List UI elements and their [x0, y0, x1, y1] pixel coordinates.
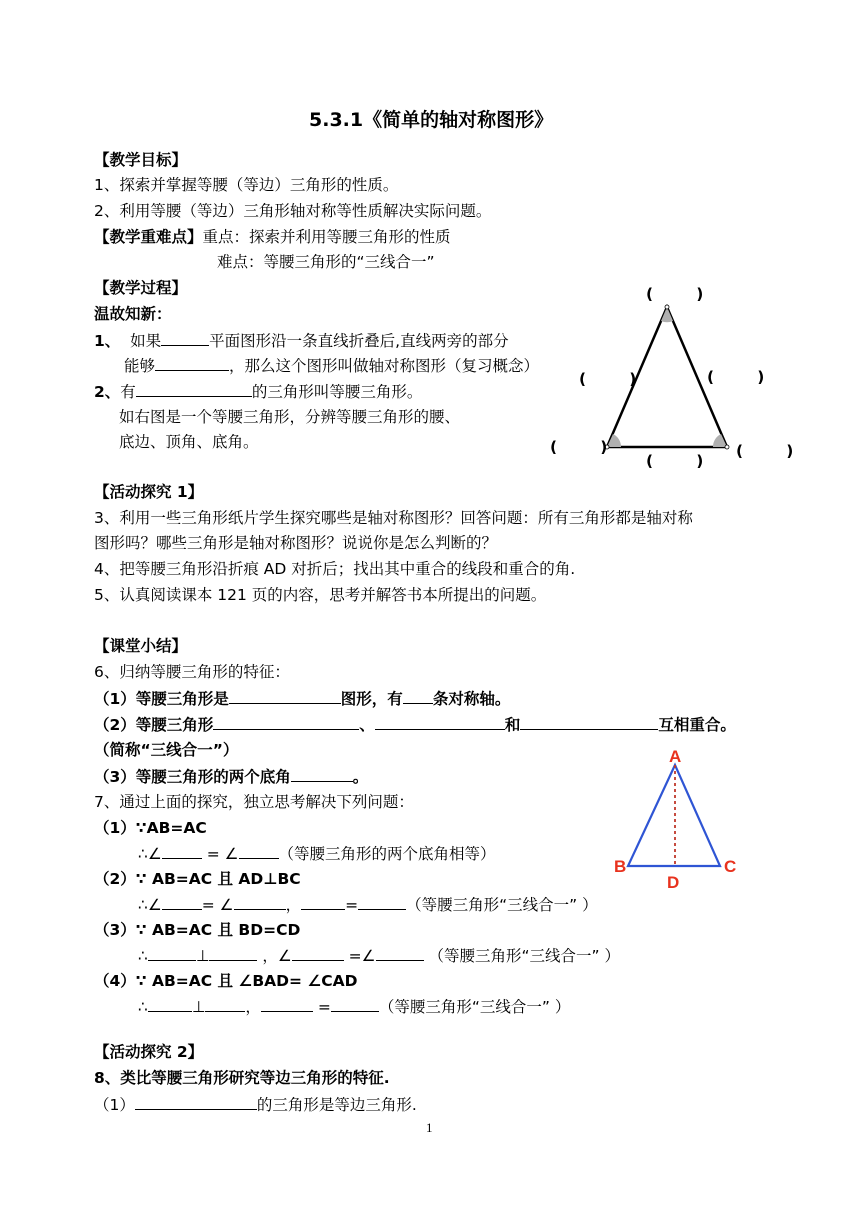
s1-text-d: （等腰三角形的两个底角相等） — [278, 845, 496, 863]
answer-blank[interactable] — [213, 714, 359, 730]
p1-text-b: 图形，有 — [340, 690, 403, 708]
left-leg-blank[interactable]: ( ) — [579, 370, 637, 388]
s4-text-e: = — [312, 998, 331, 1016]
q1-text-d: ，那么这个图形叫做轴对称图形（复习概念） — [229, 357, 540, 375]
answer-blank[interactable] — [520, 714, 658, 730]
question-6: 6、归纳等腰三角形的特征： — [94, 663, 290, 681]
question-4: 4、把等腰三角形沿折痕 AD 对折后；找出其中重合的线段和重合的角. — [94, 560, 576, 578]
s1-text-c: = ∠ — [201, 845, 239, 863]
triangle-abc — [628, 765, 720, 866]
p1-text-a: （1）等腰三角形是 — [94, 690, 229, 708]
label-a: A — [669, 747, 682, 766]
answer-blank[interactable] — [291, 766, 353, 782]
sub-3-given: （3）∵ AB=AC 且 BD=CD — [94, 921, 301, 939]
s4-text-b: ∴ — [138, 998, 148, 1016]
p3-text-a: （3）等腰三角形的两个底角 — [94, 768, 291, 786]
q2-text-b: 的三角形叫等腰三角形。 — [251, 383, 423, 401]
q1-text-c: 能够 — [124, 357, 156, 375]
sub-4-given: （4）∵ AB=AC 且 ∠BAD= ∠CAD — [94, 972, 358, 990]
s2-text-f: （等腰三角形“三线合一” ） — [406, 896, 598, 914]
question-5: 5、认真阅读课本 121 页的内容，思考并解答书本所提出的问题。 — [94, 586, 547, 604]
answer-blank[interactable] — [148, 996, 192, 1012]
answer-blank[interactable] — [161, 330, 209, 346]
property-2-note: （简称“三线合一”） — [94, 741, 239, 759]
sub-2-conclusion — [138, 894, 598, 915]
activity2-item-1 — [94, 1094, 417, 1115]
q1-number: 1、 — [94, 332, 121, 350]
label-c: C — [724, 857, 737, 876]
key-points-line — [94, 227, 451, 247]
s3-text-e: =∠ — [343, 947, 376, 965]
answer-blank[interactable] — [162, 843, 202, 859]
property-3 — [94, 766, 368, 787]
s2-text-b: ∴∠ — [138, 896, 162, 914]
sub-2-given: （2）∵ AB=AC 且 AD⊥BC — [94, 870, 301, 888]
s3-text-b: ∴ — [138, 947, 148, 965]
answer-blank[interactable] — [135, 1094, 257, 1110]
activity2-heading: 【活动探究 2】 — [94, 1043, 204, 1061]
a2-text-b: 的三角形是等边三角形. — [256, 1096, 417, 1114]
p3-text-b: 。 — [352, 768, 369, 786]
process-heading: 【教学过程】 — [94, 279, 188, 297]
answer-blank[interactable] — [331, 996, 379, 1012]
key-points-heading: 【教学重难点】 — [94, 228, 203, 246]
s4-text-c: ⊥ — [191, 998, 206, 1016]
key-points-focus: 重点：探索并利用等腰三角形的性质 — [202, 228, 451, 246]
answer-blank[interactable] — [209, 945, 257, 961]
question-3-line1: 3、利用一些三角形纸片学生探究哪些是轴对称图形？回答问题：所有三角形都是轴对称 — [94, 509, 693, 527]
answer-blank[interactable] — [301, 894, 345, 910]
answer-blank[interactable] — [358, 894, 406, 910]
question-2-line3: 底边、顶角、底角。 — [119, 433, 259, 451]
apex-blank[interactable]: ( ) — [646, 285, 704, 303]
answer-blank[interactable] — [205, 996, 245, 1012]
answer-blank[interactable] — [136, 381, 252, 397]
s3-text-d: ，∠ — [257, 947, 292, 965]
label-d: D — [667, 873, 680, 892]
question-3-line2: 图形吗？哪些三角形是轴对称图形？说说你是怎么判断的？ — [94, 534, 498, 552]
answer-blank[interactable] — [148, 945, 196, 961]
activity1-heading: 【活动探究 1】 — [94, 483, 204, 501]
key-points-difficulty: 难点：等腰三角形的“三线合一” — [217, 253, 435, 271]
s1-text-b: ∴∠ — [138, 845, 162, 863]
s3-text-f: （等腰三角形“三线合一” ） — [423, 947, 620, 965]
q1-text-b: 平面图形沿一条直线折叠后,直线两旁的部分 — [209, 332, 509, 350]
p2-text-c: 和 — [504, 716, 521, 734]
p2-text-b: 、 — [359, 716, 375, 734]
q2-text-a: 有 — [120, 383, 136, 401]
answer-blank[interactable] — [155, 355, 229, 371]
sub-1-conclusion — [138, 843, 496, 864]
review-label: 温故知新： — [94, 305, 172, 323]
answer-blank[interactable] — [376, 945, 424, 961]
objective-1: 1、探索并掌握等腰（等边）三角形的性质。 — [94, 176, 399, 194]
answer-blank[interactable] — [162, 894, 202, 910]
question-1-line2 — [124, 355, 539, 376]
label-b: B — [614, 857, 627, 876]
answer-blank[interactable] — [375, 714, 505, 730]
s2-text-d: ， — [285, 896, 302, 914]
page-title: 5.3.1《简单的轴对称图形》 — [309, 109, 554, 131]
sub-1-given: （1）∵AB=AC — [94, 819, 207, 837]
answer-blank[interactable] — [234, 894, 286, 910]
answer-blank[interactable] — [229, 688, 341, 704]
page-number: 1 — [426, 1120, 433, 1135]
summary-heading: 【课堂小结】 — [94, 637, 188, 655]
p2-text-d: 互相重合。 — [658, 716, 736, 734]
sub-3-conclusion — [138, 945, 620, 966]
right-base-angle-blank[interactable]: ( ) — [736, 442, 794, 460]
answer-blank[interactable] — [403, 688, 433, 704]
objectives-heading: 【教学目标】 — [94, 151, 188, 169]
objective-2: 2、利用等腰（等边）三角形轴对称等性质解决实际问题。 — [94, 202, 492, 220]
s4-text-f: （等腰三角形“三线合一” ） — [378, 998, 571, 1016]
p1-text-c: 条对称轴。 — [432, 690, 511, 708]
left-base-angle-blank[interactable]: ( ) — [550, 438, 608, 456]
answer-blank[interactable] — [292, 945, 344, 961]
property-1 — [94, 688, 510, 709]
s2-text-c: = ∠ — [201, 896, 234, 914]
answer-blank[interactable] — [261, 996, 313, 1012]
answer-blank[interactable] — [239, 843, 279, 859]
s2-text-e: = — [345, 896, 359, 914]
question-7: 7、通过上面的探究，独立思考解决下列问题： — [94, 793, 414, 811]
base-blank[interactable]: ( ) — [646, 452, 704, 470]
right-leg-blank[interactable]: ( ) — [707, 368, 765, 386]
triangle-abc-figure — [600, 740, 760, 900]
q1-text-a: 如果 — [130, 332, 162, 350]
s4-text-d: ， — [245, 998, 261, 1016]
question-1-line1 — [94, 330, 509, 351]
question-2-line2: 如右图是一个等腰三角形，分辨等腰三角形的腰、 — [119, 408, 461, 426]
property-2 — [94, 714, 736, 735]
p2-text-a: （2）等腰三角形 — [94, 716, 214, 734]
s3-text-c: ⊥ — [195, 947, 210, 965]
question-8: 8、类比等腰三角形研究等边三角形的特征. — [94, 1069, 390, 1087]
q2-number: 2、 — [94, 383, 121, 401]
sub-4-conclusion — [138, 996, 570, 1017]
a2-text-a: （1） — [94, 1096, 135, 1114]
question-2-line1 — [94, 381, 422, 402]
